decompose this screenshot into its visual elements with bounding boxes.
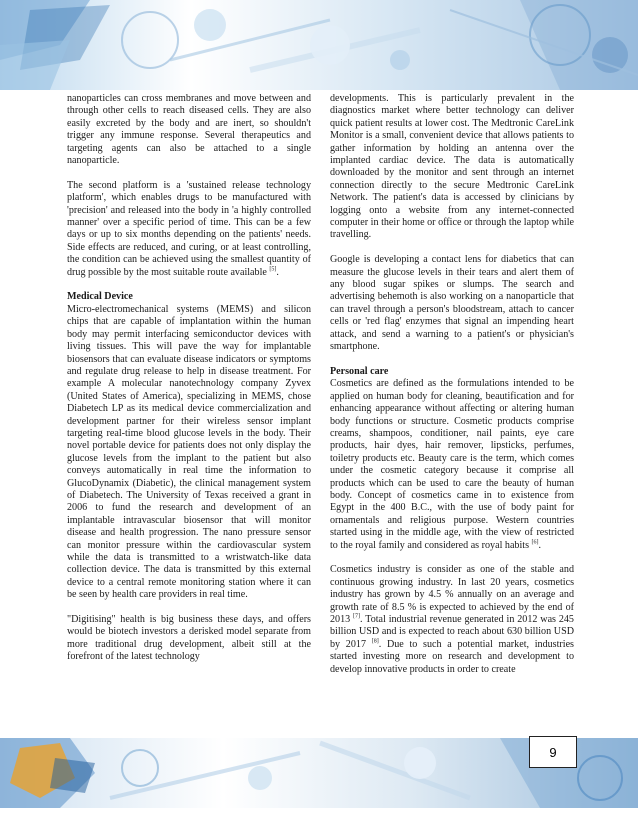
paragraph xyxy=(330,378,574,552)
left-column xyxy=(67,93,311,676)
paragraph xyxy=(330,564,574,676)
citation: [5] xyxy=(269,266,277,273)
citation: [8] xyxy=(371,638,379,645)
paragraph: Micro-electromechanical systems (MEMS) and silicon chips that are capable of implantation within the human body may permit interfacing semiconductor devices with living tissues. This will pave the way for implantable biosensors that can evaluate disease indicators or symptoms and regulate drug release to help in disease treatment. For example A molecular nanotechnology company Zyvex (United States of America), specializing in MEMS, chose Diabetech LP as its medical device commercialization and development partner for their wireless sensor implant targeting real-time blood glucose levels in the body. Their novel portable device for patients does not only display the glucose levels from the implant to the patient but also conveys automatically in real time the information to GlucoDynamix (Diabetic), the clinical management system of Diabetech. The University of Texas received a grant in 2006 to fund the research and development of an implantable intravascular biosensor that will monitor disease and health progression. The nano pressure sensor can monitor pressure within the cardiovascular system while the data is transmitted to a wristwatch-like data collection device. The data is transmitted by this external device to a central remote monitoring station where it can be seen by health care providers in real time. xyxy=(67,303,311,601)
paragraph-text: Cosmetics are defined as the formulations intended to be applied on human body for cleaning, beautification and for enhancing appearance without affecting or altering human body functions or structure. Cosmetic products comprise creams, shampoos, conditioner, nail paints, eye care products, hair dyes, hair remover, lipsticks, perfumes, toiletry products etc. Beauty care is the term, which comes under the cosmetic category because it comprise all products which can be used to care the beauty of human body. Concept of cosmetics came in to existence from Egypt in the 400 B.C., with the use of body paint for ornamentals and religious purpose. Western countries started using in the middle age, with the view of restricted to the royal family and considered as royal habits xyxy=(330,378,574,551)
paragraph: "Digitising" health is big business these days, and offers would be biotech investors a derisked model separate from more traditional drug development, albeit still at the forefront of the latest technology xyxy=(67,614,311,663)
period: . xyxy=(538,539,542,551)
paragraph-text: The second platform is a 'sustained release technology platform', which enables drugs to be manufactured with 'precision' and released into the body in 'a highly controlled manner' over a specific period of time. This can be a few days or up to six months depending on the patients' needs. Side effects are reduced, and curing, or at least controlling, the condition can be achieved using the smallest quantity of drug possible by the most suitable route available xyxy=(67,179,311,278)
right-column xyxy=(330,93,574,688)
paragraph: developments. This is particularly prevalent in the diagnostics market where better technology can deliver quick patient results at lower cost. The Medtronic CareLink Monitor is a small, convenient device that allows patients to gather information by holding an antenna over the implanted cardiac device. The data is automatically downloaded by the monitor and sent through an internet connection directly to the secure Medtronic CareLink Network. The patient's data is accessed by clinicians by logging onto a website from any internet-connected computer in their home or office or through the laptop while travelling. xyxy=(330,93,574,241)
header-banner-graphic xyxy=(0,0,638,90)
paragraph: nanoparticles can cross membranes and move between and through other cells to reach diseased cells. They are also easily excreted by the body and are inert, so shouldn't trigger any immune response. Several therapeutics and targeting agents can also be attached to a single nanoparticle. xyxy=(67,93,311,167)
paragraph-text: . Due to such a potential market, industries started investing more on research and development to develop innovative products in order to create xyxy=(330,638,574,675)
header-banner xyxy=(0,0,638,90)
paragraph-text: . Total industrial revenue generated in 2012 was 245 billion USD and is expected to reach about 630 billion USD by 2017 xyxy=(330,614,574,650)
section-heading-personal-care: Personal care xyxy=(330,365,389,377)
paragraph-text: Cosmetics industry is consider as one of the stable and continuous growing industry. In last 20 years, cosmetics industry has grown by 4.5 % annually on an average and growth rate of 8.5 % is expected to achieved by the end of 2013 xyxy=(330,564,574,626)
paragraph: Google is developing a contact lens for diabetics that can measure the glucose levels in their tears and alert them of any blood sugar spikes or slumps. The search and advertising behemoth is also working on a nanoparticle that can travel through a person's bloodstream, attach to cancer cells or 'red flag' enzymes that signal an impending heart attack, and send a warning to a patient's or physician's smartphone. xyxy=(330,254,574,353)
page-number: 9 xyxy=(529,736,577,768)
citation: [7] xyxy=(353,613,361,620)
paragraph xyxy=(67,180,311,279)
period: . xyxy=(276,266,279,278)
citation: [6] xyxy=(531,539,539,546)
section-heading-medical-device: Medical Device xyxy=(67,291,133,303)
